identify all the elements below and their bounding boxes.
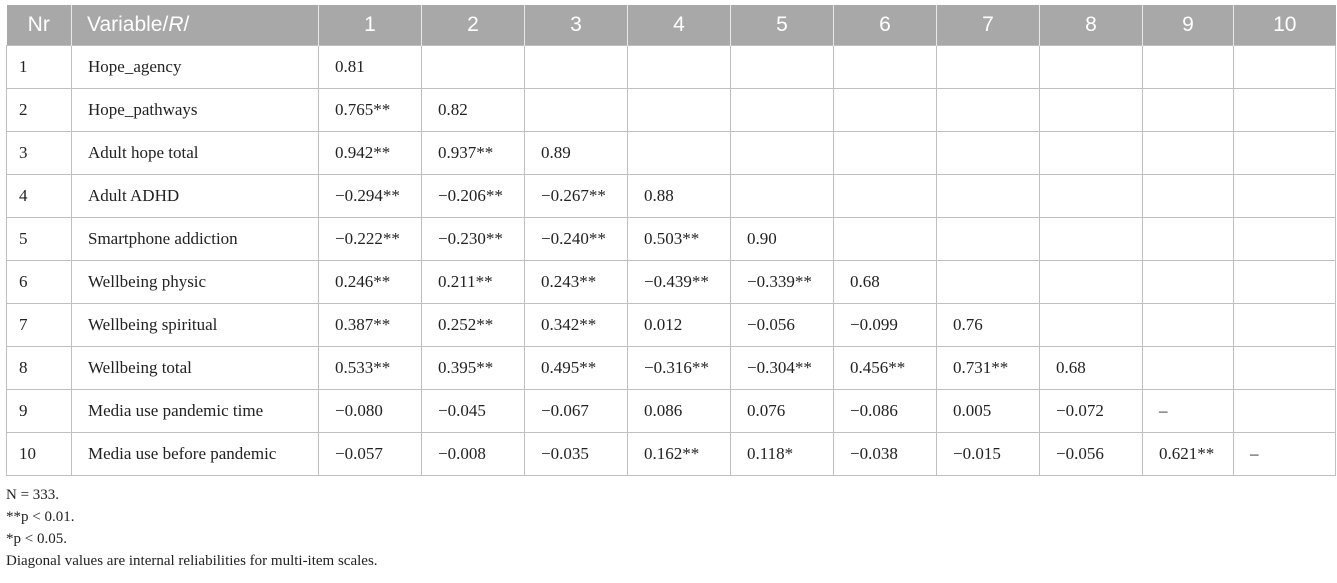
table-row xyxy=(7,304,1336,347)
header-col-7: 7 xyxy=(937,5,1040,46)
table-row xyxy=(7,347,1336,390)
header-variable-suffix: / xyxy=(183,13,190,36)
row-number-cell: 7 xyxy=(7,304,72,347)
variable-name-cell: Media use pandemic time xyxy=(72,390,319,433)
variable-name-cell: Adult hope total xyxy=(72,132,319,175)
header-col-2: 2 xyxy=(422,5,525,46)
header-variable-prefix: Variable/ xyxy=(87,13,169,36)
correlation-cell: 0.81 xyxy=(319,46,422,89)
correlation-cell: 0.88 xyxy=(628,175,731,218)
correlation-cell xyxy=(1040,261,1143,304)
correlation-cell xyxy=(525,46,628,89)
correlation-cell xyxy=(422,46,525,89)
correlation-cell: −0.056 xyxy=(731,304,834,347)
correlation-cell xyxy=(1234,175,1336,218)
header-col-6: 6 xyxy=(834,5,937,46)
correlation-cell xyxy=(1040,304,1143,347)
correlation-cell xyxy=(1143,304,1234,347)
row-number-cell: 1 xyxy=(7,46,72,89)
row-number-cell: 6 xyxy=(7,261,72,304)
correlation-cell: 0.765** xyxy=(319,89,422,132)
header-col-5: 5 xyxy=(731,5,834,46)
correlation-cell: 0.387** xyxy=(319,304,422,347)
variable-name-cell: Wellbeing total xyxy=(72,347,319,390)
correlation-cell xyxy=(1143,46,1234,89)
correlation-cell: −0.008 xyxy=(422,433,525,476)
correlation-cell: −0.439** xyxy=(628,261,731,304)
table-notes xyxy=(6,484,378,572)
correlation-cell xyxy=(937,218,1040,261)
table-row xyxy=(7,261,1336,304)
note-p001: **p < 0.01. xyxy=(6,509,75,525)
correlation-cell xyxy=(1234,218,1336,261)
correlation-cell: −0.206** xyxy=(422,175,525,218)
correlation-cell: −0.316** xyxy=(628,347,731,390)
correlation-cell: 0.731** xyxy=(937,347,1040,390)
correlation-cell: – xyxy=(1143,390,1234,433)
row-number-cell: 5 xyxy=(7,218,72,261)
correlation-cell xyxy=(1040,132,1143,175)
correlation-cell xyxy=(1234,390,1336,433)
correlation-cell: 0.942** xyxy=(319,132,422,175)
correlation-cell xyxy=(937,132,1040,175)
correlation-cell: 0.68 xyxy=(1040,347,1143,390)
correlation-cell: −0.015 xyxy=(937,433,1040,476)
note-sample-size: N = 333. xyxy=(6,487,60,503)
correlation-cell xyxy=(834,175,937,218)
correlation-cell xyxy=(1234,89,1336,132)
correlation-cell: −0.099 xyxy=(834,304,937,347)
correlation-cell: 0.495** xyxy=(525,347,628,390)
correlation-cell: 0.162** xyxy=(628,433,731,476)
correlation-cell xyxy=(1234,261,1336,304)
table-row xyxy=(7,132,1336,175)
header-col-1: 1 xyxy=(319,5,422,46)
note-diagonal: Diagonal values are internal reliabilities for multi-item scales. xyxy=(6,553,378,569)
correlation-cell xyxy=(1143,261,1234,304)
correlation-cell xyxy=(937,89,1040,132)
header-col-3: 3 xyxy=(525,5,628,46)
correlation-cell xyxy=(731,89,834,132)
correlation-cell xyxy=(1143,89,1234,132)
correlation-cell xyxy=(1143,218,1234,261)
correlation-cell: 0.90 xyxy=(731,218,834,261)
correlation-cell xyxy=(834,46,937,89)
correlation-cell: 0.76 xyxy=(937,304,1040,347)
correlation-cell: 0.395** xyxy=(422,347,525,390)
correlation-cell: −0.056 xyxy=(1040,433,1143,476)
correlation-cell xyxy=(628,89,731,132)
table-row xyxy=(7,433,1336,476)
correlation-cell xyxy=(1040,218,1143,261)
variable-name-cell: Adult ADHD xyxy=(72,175,319,218)
correlation-cell: 0.82 xyxy=(422,89,525,132)
correlation-cell: 0.012 xyxy=(628,304,731,347)
correlation-cell: 0.503** xyxy=(628,218,731,261)
variable-name-cell: Wellbeing spiritual xyxy=(72,304,319,347)
row-number-cell: 8 xyxy=(7,347,72,390)
correlation-cell: 0.68 xyxy=(834,261,937,304)
header-col-8: 8 xyxy=(1040,5,1143,46)
variable-name-cell: Hope_agency xyxy=(72,46,319,89)
correlation-cell xyxy=(937,261,1040,304)
correlation-cell xyxy=(1143,132,1234,175)
correlation-cell xyxy=(937,46,1040,89)
correlation-cell: 0.621** xyxy=(1143,433,1234,476)
variable-name-cell: Hope_pathways xyxy=(72,89,319,132)
table-row xyxy=(7,218,1336,261)
correlation-cell: −0.072 xyxy=(1040,390,1143,433)
variable-name-cell: Media use before pandemic xyxy=(72,433,319,476)
correlation-cell: 0.211** xyxy=(422,261,525,304)
correlation-cell: 0.118* xyxy=(731,433,834,476)
table-body xyxy=(7,46,1336,476)
correlation-cell: 0.342** xyxy=(525,304,628,347)
correlation-cell: 0.076 xyxy=(731,390,834,433)
table-row xyxy=(7,175,1336,218)
correlation-cell xyxy=(731,175,834,218)
row-number-cell: 9 xyxy=(7,390,72,433)
header-col-10: 10 xyxy=(1234,5,1336,46)
correlation-cell: −0.222** xyxy=(319,218,422,261)
header-nr: Nr xyxy=(7,5,72,46)
correlation-cell xyxy=(1234,304,1336,347)
header-col-9: 9 xyxy=(1143,5,1234,46)
correlation-cell xyxy=(628,132,731,175)
correlation-cell: −0.294** xyxy=(319,175,422,218)
correlation-cell: −0.057 xyxy=(319,433,422,476)
correlation-cell xyxy=(1040,89,1143,132)
table-row xyxy=(7,89,1336,132)
table-row xyxy=(7,390,1336,433)
row-number-cell: 3 xyxy=(7,132,72,175)
correlation-cell: 0.456** xyxy=(834,347,937,390)
correlation-cell: −0.045 xyxy=(422,390,525,433)
correlation-cell xyxy=(1040,175,1143,218)
correlation-cell xyxy=(834,218,937,261)
correlation-cell: −0.339** xyxy=(731,261,834,304)
correlation-cell: −0.240** xyxy=(525,218,628,261)
correlation-cell xyxy=(1234,46,1336,89)
correlation-cell xyxy=(1143,347,1234,390)
correlation-cell: 0.937** xyxy=(422,132,525,175)
correlation-cell: 0.086 xyxy=(628,390,731,433)
correlation-cell xyxy=(1234,347,1336,390)
correlation-cell xyxy=(731,132,834,175)
table-header-row xyxy=(7,5,1336,46)
correlation-cell: −0.067 xyxy=(525,390,628,433)
correlation-table xyxy=(6,5,1336,476)
correlation-cell: 0.005 xyxy=(937,390,1040,433)
correlation-cell: – xyxy=(1234,433,1336,476)
header-variable xyxy=(72,5,319,46)
note-p005: *p < 0.05. xyxy=(6,531,67,547)
correlation-cell: −0.080 xyxy=(319,390,422,433)
header-col-4: 4 xyxy=(628,5,731,46)
variable-name-cell: Wellbeing physic xyxy=(72,261,319,304)
correlation-cell xyxy=(628,46,731,89)
correlation-cell: −0.086 xyxy=(834,390,937,433)
correlation-cell: −0.035 xyxy=(525,433,628,476)
correlation-cell: −0.038 xyxy=(834,433,937,476)
correlation-cell xyxy=(1234,132,1336,175)
row-number-cell: 2 xyxy=(7,89,72,132)
correlation-cell: 0.246** xyxy=(319,261,422,304)
correlation-cell: 0.533** xyxy=(319,347,422,390)
correlation-cell xyxy=(937,175,1040,218)
correlation-cell: 0.252** xyxy=(422,304,525,347)
correlation-cell xyxy=(834,89,937,132)
correlation-cell: −0.267** xyxy=(525,175,628,218)
correlation-cell xyxy=(731,46,834,89)
correlation-cell xyxy=(1143,175,1234,218)
correlation-cell xyxy=(525,89,628,132)
correlation-cell: 0.243** xyxy=(525,261,628,304)
correlation-cell xyxy=(1040,46,1143,89)
correlation-cell: −0.304** xyxy=(731,347,834,390)
correlation-cell: −0.230** xyxy=(422,218,525,261)
correlation-cell: 0.89 xyxy=(525,132,628,175)
row-number-cell: 10 xyxy=(7,433,72,476)
row-number-cell: 4 xyxy=(7,175,72,218)
variable-name-cell: Smartphone addiction xyxy=(72,218,319,261)
table-row xyxy=(7,46,1336,89)
correlation-cell xyxy=(834,132,937,175)
header-variable-r: R xyxy=(168,13,184,36)
